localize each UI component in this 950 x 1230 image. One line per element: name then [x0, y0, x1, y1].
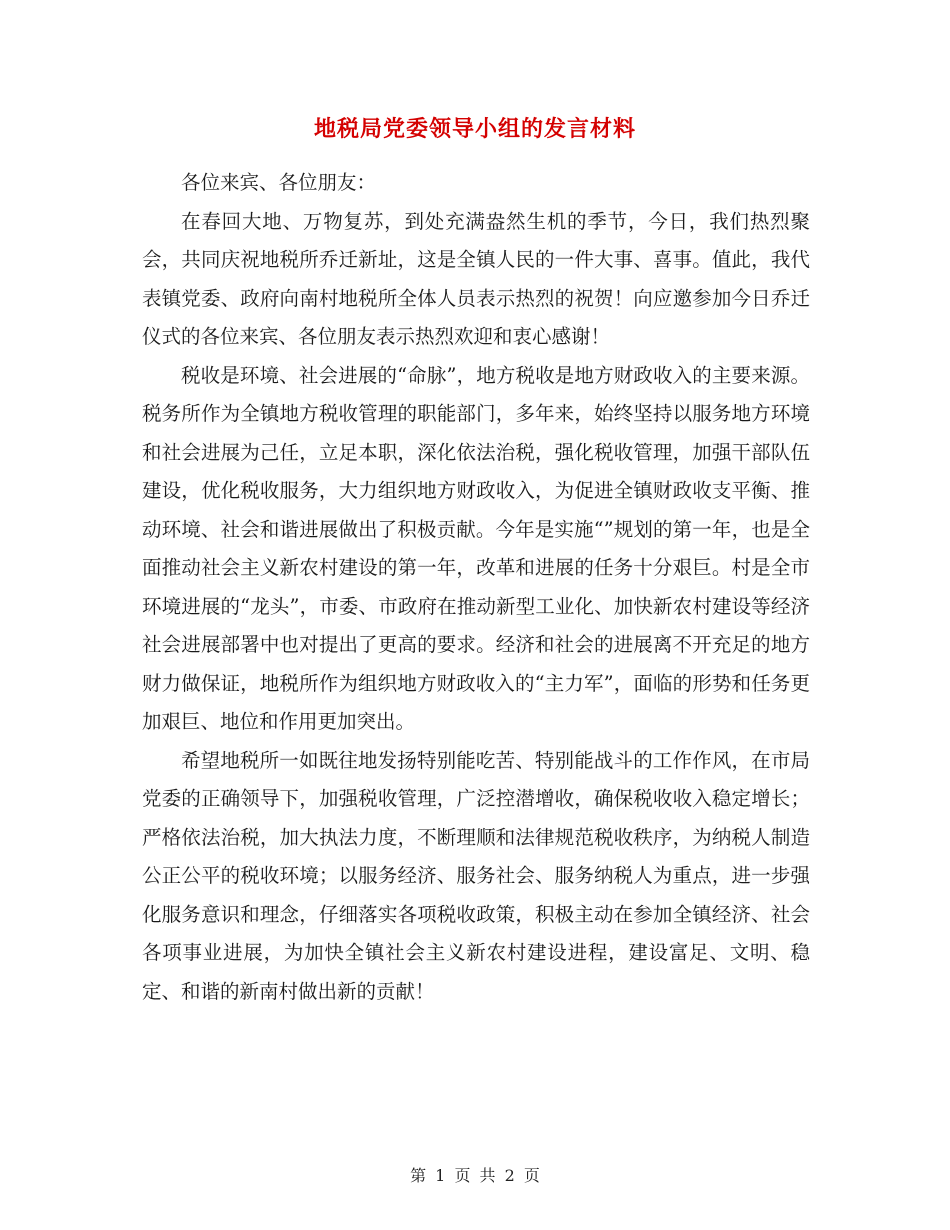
page-title: 地税局党委领导小组的发言材料: [313, 116, 636, 142]
salutation-paragraph: 各位来宾、各位朋友：: [181, 171, 377, 194]
body-paragraph: 希望地税所一如既往地发扬特别能吃苦、特别能战斗的工作作风，在市局党委的正确领导下，加强税收管理，广泛控潜增收，确保税收收入稳定增长；严格依法治税，加大执法力度，不断理顺和法律规范税收秩序，为纳税人制造公正公平的税收环境；以服务经济、服务社会、服务纳税人为重点，进一步强化服务意识和理念，仔细落实各项税收政策，积极主动在参加全镇经济、社会各项事业进展，为加快全镇社会主义新农村建设进程，建设富足、文明、稳定、和谐的新南村做出新的贡献！: [142, 748, 810, 1003]
page-number-footer: 第 1 页 共 2 页: [410, 1166, 540, 1185]
body-paragraph: 在春回大地、万物复苏，到处充满盎然生机的季节，今日，我们热烈聚会，共同庆祝地税所乔迁新址，这是全镇人民的一件大事、喜事。值此，我代表镇党委、政府向南村地税所全体人员表示热烈的祝贺！向应邀参加今日乔迁仪式的各位来宾、各位朋友表示热烈欢迎和衷心感谢！: [142, 209, 810, 348]
document-body: [142, 164, 810, 1011]
body-paragraph: 税收是环境、社会进展的“命脉”，地方税收是地方财政收入的主要来源。税务所作为全镇地方税收管理的职能部门，多年来，始终坚持以服务地方环境和社会进展为己任，立足本职，深化依法治税，强化税收管理，加强干部队伍建设，优化税收服务，大力组织地方财政收入，为促进全镇财政收支平衡、推动环境、社会和谐进展做出了积极贡献。今年是实施“”规划的第一年，也是全面推动社会主义新农村建设的第一年，改革和进展的任务十分艰巨。村是全市环境进展的“龙头”，市委、市政府在推动新型工业化、加快新农村建设等经济社会进展部署中也对提出了更高的要求。经济和社会的进展离不开充足的地方财力做保证，地税所作为组织地方财政收入的“主力军”，面临的形势和任务更加艰巨、地位和作用更加突出。: [142, 363, 810, 733]
